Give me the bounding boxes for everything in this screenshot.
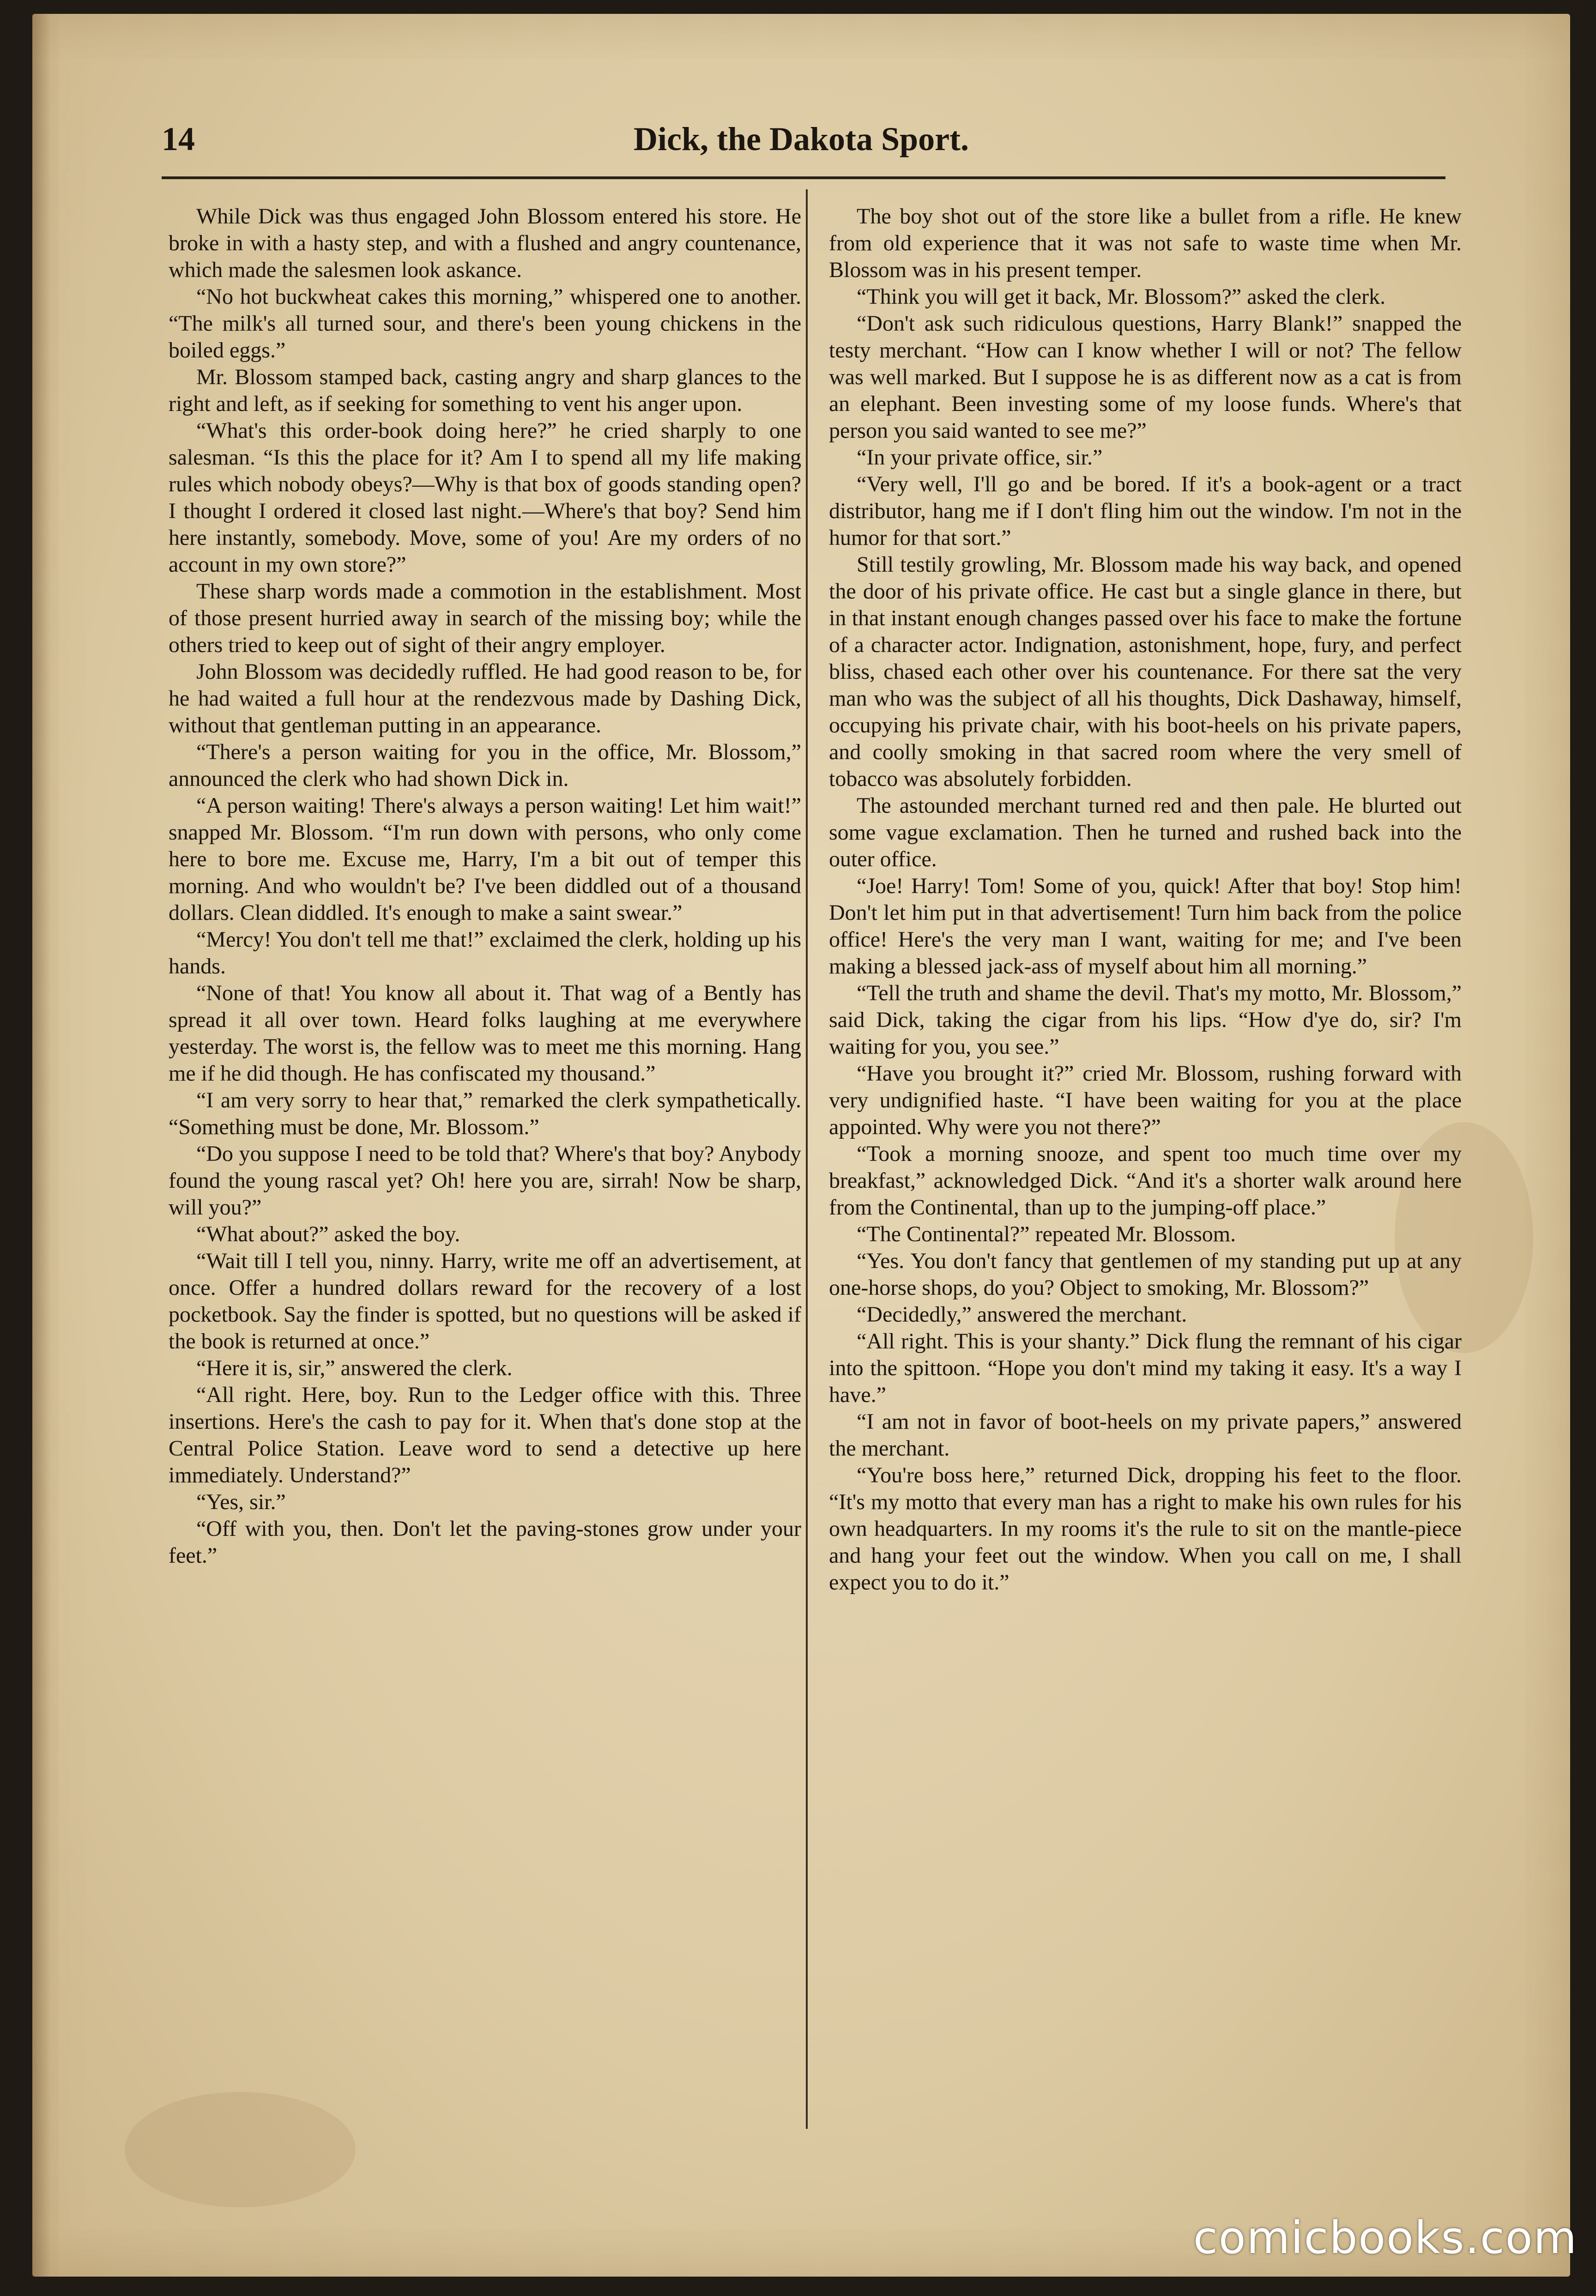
paragraph: “Here it is, sir,” answered the clerk. bbox=[196, 1356, 513, 1380]
paragraph: “What's this order-book doing here?” he cried sharply to one salesman. “Is this the place for it? Am I to spend all my life making rules which nobody obeys?—Why is that box of goods standing open? I thought I ordered it closed last night.—Where's that boy? Send him here instantly, somebody. Move, some of you! Are my orders of no account in my own store?” bbox=[169, 418, 801, 577]
paragraph: “Don't ask such ridiculous questions, Harry Blank!” snapped the testy merchant. “How can I know whether I will or not? The fellow was well marked. But I suppose he is as different now as a cat is from an elephant. Been investing some of my loose funds. Where's that person you said wanted to see me?” bbox=[829, 311, 1462, 443]
watermark: comicbooks.com bbox=[1193, 2212, 1578, 2264]
paragraph: “Decidedly,” answered the merchant. bbox=[857, 1302, 1187, 1327]
spine-shadow bbox=[32, 14, 51, 2277]
paragraph: “None of that! You know all about it. That wag of a Bently has spread it all over town. Heard folks laughing at me everywhere yesterday. The worst is, the fellow was to meet me this morning. Hang me if he did though. He has confiscated my thousand.” bbox=[169, 981, 801, 1086]
paragraph: Mr. Blossom stamped back, casting angry and sharp glances to the right and left, as if seeking for something to vent his anger upon. bbox=[169, 365, 801, 416]
right-column bbox=[829, 203, 1462, 1596]
running-title: Dick, the Dakota Sport. bbox=[633, 121, 969, 157]
paragraph: “Wait till I tell you, ninny. Harry, write me off an advertisement, at once. Offer a hundred dollars reward for the recovery of a lost pocketbook. Say the finder is spotted, but no questions will be asked if the book is returned at once.” bbox=[169, 1249, 801, 1353]
paragraph: “Joe! Harry! Tom! Some of you, quick! After that boy! Stop him! Don't let him put in that advertisement! Turn him back from the police office! Here's the very man I want, waiting for me; and I've been making a blessed jack-ass of myself about him all morning.” bbox=[829, 874, 1462, 979]
paragraph: “What about?” asked the boy. bbox=[196, 1222, 460, 1246]
paragraph: “Do you suppose I need to be told that? Where's that boy? Anybody found the young rascal yet? Oh! here you are, sirrah! Now be sharp, will you?” bbox=[169, 1142, 801, 1220]
paragraph: John Blossom was decidedly ruffled. He had good reason to be, for he had waited a full hour at the rendezvous made by Dashing Dick, without that gentleman putting in an appearance. bbox=[169, 659, 801, 737]
left-column bbox=[169, 203, 801, 1569]
paragraph: “In your private office, sir.” bbox=[857, 445, 1103, 470]
paragraph: “Took a morning snooze, and spent too much time over my breakfast,” acknowledged Dick. “And it's a shorter walk around here from the Continental, than up to the jumping-off place.” bbox=[829, 1142, 1462, 1220]
paragraph: “Yes, sir.” bbox=[196, 1490, 286, 1514]
paragraph: “I am not in favor of boot-heels on my private papers,” answered the merchant. bbox=[829, 1409, 1462, 1461]
paragraph: “Think you will get it back, Mr. Blossom?” asked the clerk. bbox=[857, 284, 1386, 309]
paragraph: “Off with you, then. Don't let the paving-stones grow under your feet.” bbox=[169, 1517, 801, 1568]
paragraph: “All right. This is your shanty.” Dick flung the remnant of his cigar into the spittoon. “Hope you don't mind my taking it easy. It's a way I have.” bbox=[829, 1329, 1462, 1407]
header-rule bbox=[162, 176, 1445, 179]
paragraph: These sharp words made a commotion in the establishment. Most of those present hurried away in search of the missing boy; while the others tried to keep out of sight of their angry employer. bbox=[169, 579, 801, 657]
book-page bbox=[32, 14, 1570, 2277]
paragraph: “You're boss here,” returned Dick, dropping his feet to the floor. “It's my motto that every man has a right to make his own rules for his own headquarters. In my rooms it's the rule to sit on the mantle-piece and hang your feet out the window. When you call on me, I shall expect you to do it.” bbox=[829, 1463, 1462, 1595]
page-header bbox=[32, 120, 1570, 175]
paragraph: “Very well, I'll go and be bored. If it's a book-agent or a tract distributor, hang me if I don't fling him out the window. I'm not in the humor for that sort.” bbox=[829, 472, 1462, 550]
paragraph: “All right. Here, boy. Run to the Ledger office with this. Three insertions. Here's the cash to pay for it. When that's done stop at the Central Police Station. Leave word to send a detective up here immediately. Understand?” bbox=[169, 1383, 801, 1487]
paragraph: The astounded merchant turned red and then pale. He blurted out some vague exclamation. Then he turned and rushed back into the outer office. bbox=[829, 793, 1462, 871]
paragraph: The boy shot out of the store like a bullet from a rifle. He knew from old experience that it was not safe to waste time when Mr. Blossom was in his present temper. bbox=[829, 204, 1462, 282]
paragraph: While Dick was thus engaged John Blossom entered his store. He broke in with a hasty step, and with a flushed and angry countenance, which made the salesmen look askance. bbox=[169, 204, 801, 282]
paper-stain bbox=[125, 2092, 356, 2207]
page-number: 14 bbox=[162, 121, 195, 157]
paragraph: “No hot buckwheat cakes this morning,” whispered one to another. “The milk's all turned sour, and there's been young chickens in the boiled eggs.” bbox=[169, 284, 801, 363]
paragraph: “I am very sorry to hear that,” remarked the clerk sympathetically. “Something must be done, Mr. Blossom.” bbox=[169, 1088, 801, 1139]
paragraph: “Have you brought it?” cried Mr. Blossom, rushing forward with very undignified haste. “I have been waiting for you at the place appointed. Why were you not there?” bbox=[829, 1061, 1462, 1139]
paragraph: Still testily growling, Mr. Blossom made his way back, and opened the door of his private office. He cast but a single glance in there, but in that instant enough changes passed over his face to make the fortune of a character actor. Indignation, astonishment, hope, fury, and perfect bliss, chased each other over his countenance. For there sat the very man who was the subject of all his thoughts, Dick Dashaway, himself, occupying his private chair, with his boot-heels on his private papers, and coolly smoking in that sacred room where the very smell of tobacco was absolutely forbidden. bbox=[829, 552, 1462, 791]
paragraph: “Tell the truth and shame the devil. That's my motto, Mr. Blossom,” said Dick, taking the cigar from his lips. “How d'ye do, sir? I'm waiting for you, you see.” bbox=[829, 981, 1462, 1059]
column-divider bbox=[806, 189, 808, 2129]
paragraph: “Mercy! You don't tell me that!” exclaimed the clerk, holding up his hands. bbox=[169, 927, 801, 979]
paragraph: “There's a person waiting for you in the office, Mr. Blossom,” announced the clerk who had shown Dick in. bbox=[169, 740, 801, 791]
paragraph: “A person waiting! There's always a person waiting! Let him wait!” snapped Mr. Blossom. “I'm run down with persons, who only come here to bore me. Excuse me, Harry, I'm a bit out of temper this morning. And who wouldn't be? I've been diddled out of a thousand dollars. Clean diddled. It's enough to make a saint swear.” bbox=[169, 793, 801, 925]
paragraph: “The Continental?” repeated Mr. Blossom. bbox=[857, 1222, 1236, 1246]
paragraph: “Yes. You don't fancy that gentlemen of my standing put up at any one-horse shops, do you? Object to smoking, Mr. Blossom?” bbox=[829, 1249, 1462, 1300]
